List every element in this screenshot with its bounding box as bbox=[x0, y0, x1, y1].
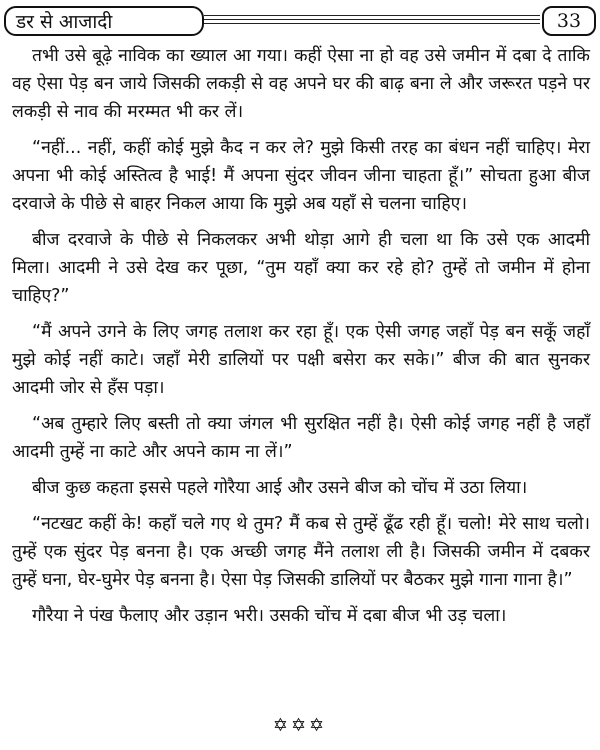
paragraph: गौरैया ने पंख फैलाए और उड़ान भरी। उसकी चोंच में दबा बीज भी उड़ चला। bbox=[32, 606, 507, 626]
paragraph: “अब तुम्हारे लिए बस्ती तो क्या जंगल भी सुरक्षित नहीं है। ऐसी कोई जगह नहीं है जहाँ आदमी तुम्हें ना काटे और अपने काम ना लें।” bbox=[12, 414, 590, 462]
paragraph: “नहीं... नहीं, कहीं कोई मुझे कैद न कर ले? मुझे किसी तरह का बंधन नहीं चाहिए। मेरा अपना भी कोई अस्तित्व है भाई! मैं अपना सुंदर जीवन जीना चाहता हूँ।” सोचता हुआ बीज दरवाजे के पीछे से बाहर निकल आया कि मुझे अब यहाँ से चलना चाहिए। bbox=[12, 138, 590, 214]
paragraph: बीज कुछ कहता इससे पहले गोरैया आई और उसने बीज को चोंच में उठा लिया। bbox=[32, 478, 528, 498]
header-rule bbox=[204, 15, 540, 27]
page-header bbox=[4, 6, 596, 40]
paragraph: “नटखट कहीं के! कहाँ चले गए थे तुम? मैं कब से तुम्हें ढूँढ रही हूँ। चलो! मेरे साथ चलो। तुम्हें एक सुंदर पेड़ बनना है। एक अच्छी जगह मैंने तलाश ली है। जिसकी जमीन में दबकर तुम्हें घना, घेर-घुमेर पेड़ बनना है। ऐसा पेड़ जिसकी डालियों पर बैठकर मुझे गाना गाना है।” bbox=[12, 514, 590, 590]
paragraph: “मैं अपने उगने के लिए जगह तलाश कर रहा हूँ। एक ऐसी जगह जहाँ पेड़ बन सकूँ जहाँ मुझे कोई नहीं काटे। जहाँ मेरी डालियों पर पक्षी बसेरा कर सके।” बीज की बात सुनकर आदमी जोर से हँस पड़ा। bbox=[12, 322, 590, 398]
page-number: 33 bbox=[542, 6, 596, 36]
paragraph: तभी उसे बूढ़े नाविक का ख्याल आ गया। कहीं ऐसा ना हो वह उसे जमीन में दबा दे ताकि वह ऐसा पेड़ बन जाये जिसकी लकड़ी से वह अपने घर की बाढ़ बना ले और जरूरत पड़ने पर लकड़ी से नाव की मरम्मत भी कर लें। bbox=[12, 46, 590, 122]
paragraph: बीज दरवाजे के पीछे से निकलकर अभी थोड़ा आगे ही चला था कि उसे एक आदमी मिला। आदमी ने उसे देख कर पूछा, “तुम यहाँ क्या कर रहे हो? तुम्हें तो जमीन में होना चाहिए?” bbox=[12, 230, 590, 306]
story-body bbox=[12, 42, 590, 638]
star-ornament-icon: ✡✡✡ bbox=[272, 715, 328, 736]
chapter-title: डर से आजादी bbox=[4, 6, 204, 36]
